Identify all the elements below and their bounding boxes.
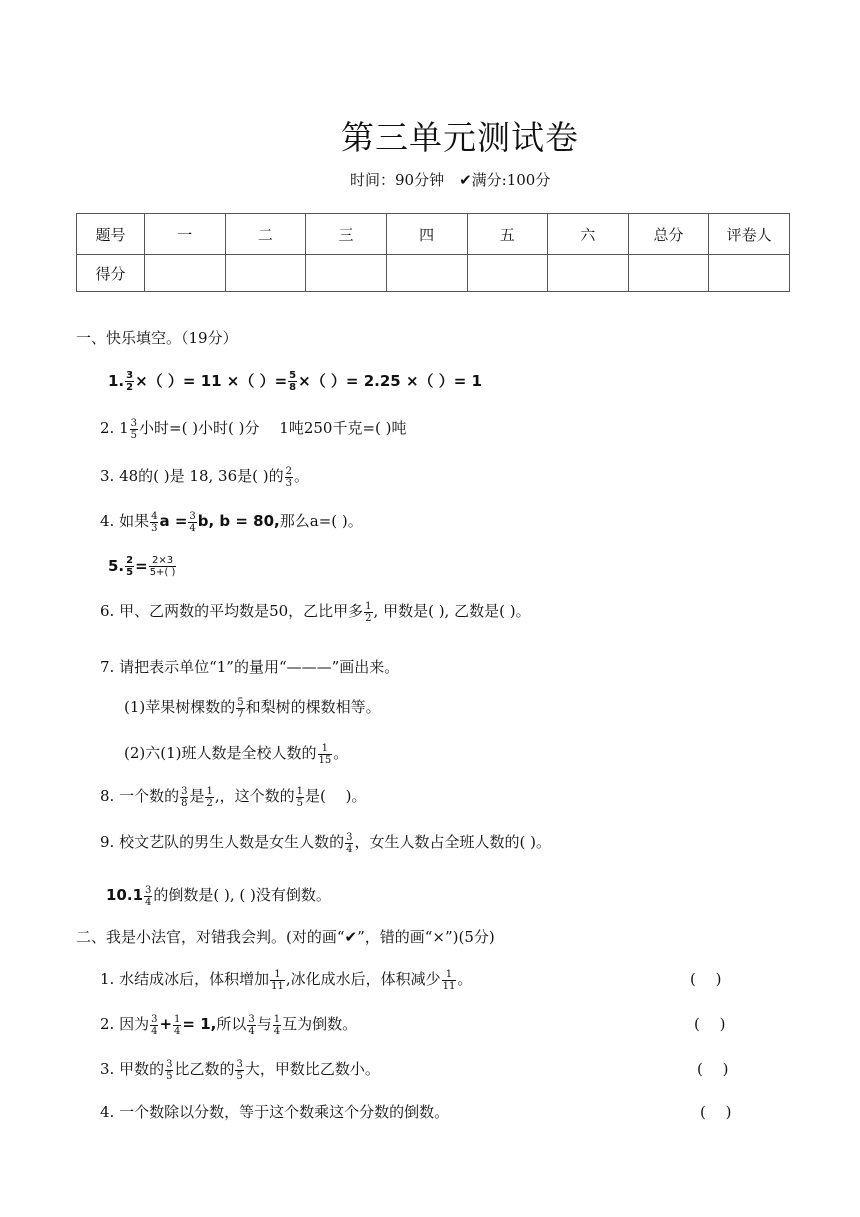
- q7a-text-1: (1)苹果树棵数的: [124, 698, 236, 716]
- exam-info: 时间：90分钟 ✔满分:100分: [350, 171, 551, 189]
- q9-text-2: ，女生人数占全班人数的( )。: [354, 833, 551, 851]
- denominator: 4: [189, 522, 196, 534]
- denominator: 3: [285, 477, 292, 489]
- j2-text-1: 2. 因为: [100, 1015, 150, 1033]
- denominator: 2: [365, 612, 372, 624]
- j2-text-3: = 1,: [182, 1015, 217, 1033]
- denominator: 7: [237, 708, 244, 720]
- judge-3-answer-box[interactable]: ( ): [697, 1060, 729, 1078]
- q7a-text-2: 和梨树的棵数相等。: [245, 698, 381, 716]
- denominator: 5: [166, 1070, 173, 1082]
- numerator: 1: [270, 969, 285, 981]
- fraction: [270, 969, 285, 992]
- numerator: 1: [296, 785, 304, 797]
- fraction: [180, 786, 188, 809]
- q10-text: 的倒数是( ), ( )没有倒数。: [153, 886, 331, 904]
- q4-text-2: a =: [159, 512, 188, 530]
- fraction: [144, 885, 152, 908]
- score-header-cell: 一: [145, 214, 226, 255]
- j1-text-3: 。: [457, 970, 473, 988]
- numerator: 3: [181, 785, 188, 797]
- score-table: [76, 213, 790, 292]
- score-header-cell: 四: [386, 214, 467, 255]
- numerator: 3: [126, 370, 134, 381]
- fraction: [188, 511, 196, 534]
- numerator: 1: [206, 785, 213, 797]
- numerator: 1: [442, 969, 457, 981]
- fraction: [364, 601, 372, 624]
- q1-prefix: 1.: [108, 372, 125, 390]
- denominator: 4: [346, 843, 353, 855]
- score-cell[interactable]: [225, 255, 306, 292]
- denominator: 8: [289, 382, 297, 393]
- q8-text-3: ,，这个数的: [214, 787, 295, 805]
- judge-2: [100, 1013, 357, 1037]
- j2-text-6: 互为倒数。: [282, 1015, 358, 1033]
- denominator: 4: [174, 1025, 181, 1037]
- denominator: 4: [145, 896, 152, 908]
- fraction: [150, 1014, 158, 1037]
- denominator: 15: [318, 754, 332, 766]
- numerator: 3: [145, 884, 152, 896]
- judge-4-answer-box[interactable]: ( ): [700, 1103, 732, 1121]
- judge-1-answer-box[interactable]: ( ): [690, 970, 722, 988]
- q2-prefix: 2. 1: [100, 419, 129, 437]
- numerator: 5: [237, 696, 244, 708]
- numerator: 3: [130, 417, 137, 429]
- section-1-heading: 一、快乐填空。（19分）: [76, 329, 238, 347]
- denominator: 5: [130, 429, 137, 441]
- question-7: 7. 请把表示单位“1”的量用“———”画出来。: [100, 658, 400, 676]
- question-10: [106, 884, 331, 908]
- denominator: 4: [273, 1025, 281, 1037]
- score-cell[interactable]: [709, 255, 790, 292]
- numerator: 3: [346, 831, 353, 843]
- fraction: [345, 832, 353, 855]
- judge-3: [100, 1058, 380, 1082]
- q8-text-1: 8. 一个数的: [100, 787, 180, 805]
- q9-text-1: 9. 校文艺队的男生人数是女生人数的: [100, 833, 345, 851]
- q6-text-1: 6. 甲、乙两数的平均数是50，乙比甲多: [100, 602, 364, 620]
- question-2: [100, 417, 407, 441]
- q1-text-1: ×（ ）= 11 ×（ ）=: [135, 372, 288, 390]
- numerator: 2×3: [149, 555, 177, 567]
- q7b-text-1: (2)六(1)班人数是全校人数的: [124, 744, 317, 762]
- judge-1: [100, 968, 472, 992]
- fraction: [173, 1014, 181, 1037]
- fraction: [318, 743, 333, 766]
- denominator: 5: [126, 567, 134, 578]
- denominator: 5: [236, 1070, 243, 1082]
- score-table-score-row: [77, 255, 790, 292]
- numerator: 1: [273, 1013, 281, 1025]
- question-8: [100, 785, 367, 809]
- q3-text-2: 。: [293, 467, 309, 485]
- j1-text-2: ,冰化成水后，体积减少: [285, 970, 441, 988]
- score-cell[interactable]: [548, 255, 629, 292]
- fraction: [273, 1014, 281, 1037]
- score-cell[interactable]: [467, 255, 548, 292]
- numerator: 1: [174, 1013, 181, 1025]
- fraction: [247, 1014, 255, 1037]
- denominator: 4: [151, 1025, 158, 1037]
- fraction: [205, 786, 213, 809]
- score-header-cell: 总分: [628, 214, 709, 255]
- page-title: 第三单元测试卷: [341, 118, 579, 157]
- denominator: 11: [271, 980, 284, 992]
- score-header-cell: 二: [225, 214, 306, 255]
- numerator: 3: [151, 1013, 158, 1025]
- question-3: [100, 465, 309, 489]
- fraction: [165, 1059, 173, 1082]
- numerator: 1: [318, 743, 333, 755]
- q4-text-3: b, b = 80,: [197, 512, 280, 530]
- j2-text-5: 与: [256, 1015, 272, 1033]
- denominator: 11: [442, 980, 456, 992]
- score-cell[interactable]: [386, 255, 467, 292]
- denominator: 2: [126, 382, 134, 393]
- fraction: [442, 969, 457, 992]
- q5-prefix: 5.: [108, 557, 125, 575]
- question-7-2: [124, 742, 348, 766]
- numerator: 3: [189, 510, 196, 522]
- score-header-cell: 评卷人: [709, 214, 790, 255]
- q1-text-2: ×（ ）= 2.25 ×（ ）= 1: [298, 372, 482, 390]
- fraction: [285, 466, 293, 489]
- section-2-heading: 二、我是小法官，对错我会判。(对的画“✔”，错的画“×”)(5分): [76, 928, 495, 946]
- q4-text-1: 4. 如果: [100, 512, 150, 530]
- score-cell[interactable]: [628, 255, 709, 292]
- j2-text-2: +: [159, 1015, 173, 1033]
- judge-2-answer-box[interactable]: ( ): [694, 1015, 726, 1033]
- numerator: 2: [285, 465, 292, 477]
- q10-prefix: 10.1: [106, 886, 144, 904]
- j3-text-1: 3. 甲数的: [100, 1060, 165, 1078]
- fraction: [235, 1059, 243, 1082]
- judge-4: 4. 一个数除以分数，等于这个数乘这个分数的倒数。: [100, 1103, 450, 1121]
- q4-text-4: 那么a=( )。: [279, 512, 363, 530]
- q2-text: 小时=( )小时( )分 1吨250千克=( )吨: [139, 419, 407, 437]
- q8-text-4: 是( )。: [305, 787, 367, 805]
- fraction: [149, 555, 177, 578]
- fraction: [296, 786, 304, 809]
- numerator: 3: [248, 1013, 255, 1025]
- score-table-header-row: [77, 214, 790, 255]
- score-cell[interactable]: [145, 255, 226, 292]
- fraction: [130, 418, 138, 441]
- denominator: 8: [181, 797, 188, 809]
- q8-text-2: 是: [189, 787, 205, 805]
- question-7-1: [124, 696, 381, 720]
- numerator: 3: [166, 1058, 173, 1070]
- question-6: [100, 600, 531, 624]
- numerator: 4: [151, 510, 158, 522]
- fraction: [125, 370, 134, 393]
- score-row-label: 得分: [77, 255, 145, 292]
- numerator: 1: [365, 600, 372, 612]
- score-cell[interactable]: [306, 255, 387, 292]
- question-5: [108, 555, 177, 578]
- question-1: [108, 370, 482, 393]
- j3-text-2: 比乙数的: [174, 1060, 235, 1078]
- q7b-text-2: 。: [333, 744, 349, 762]
- score-header-cell: 三: [306, 214, 387, 255]
- denominator: 5: [296, 797, 304, 809]
- numerator: 2: [126, 555, 134, 566]
- question-4: [100, 510, 363, 534]
- q6-text-2: , 甲数是( ), 乙数是( )。: [373, 602, 531, 620]
- denominator: 5+( ): [149, 567, 176, 578]
- fraction: [150, 511, 158, 534]
- fraction: [236, 697, 244, 720]
- j3-text-3: 大，甲数比乙数小。: [244, 1060, 380, 1078]
- fraction: [288, 370, 297, 393]
- question-9: [100, 831, 551, 855]
- j1-text-1: 1. 水结成冰后，体积增加: [100, 970, 270, 988]
- denominator: 3: [151, 522, 158, 534]
- denominator: 2: [206, 797, 213, 809]
- q3-text-1: 3. 48的( )是 18, 36是( )的: [100, 467, 284, 485]
- denominator: 4: [248, 1025, 255, 1037]
- score-header-cell: 五: [467, 214, 548, 255]
- score-header-cell: 题号: [77, 214, 145, 255]
- fraction: [125, 555, 134, 578]
- numerator: 3: [236, 1058, 243, 1070]
- score-header-cell: 六: [548, 214, 629, 255]
- q5-equals: =: [135, 557, 148, 575]
- numerator: 5: [289, 370, 297, 381]
- j2-text-4: 所以: [216, 1015, 247, 1033]
